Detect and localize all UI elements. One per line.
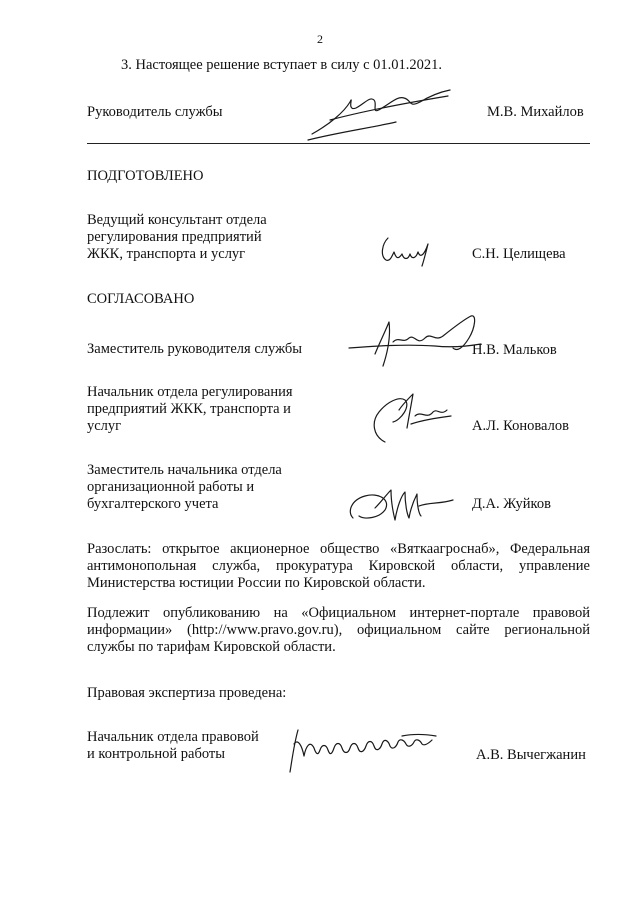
agreed-signer-1-signature xyxy=(345,308,485,370)
agreed-heading: СОГЛАСОВАНО xyxy=(87,291,195,307)
agreed-signer-2-position-line-1: Начальник отдела регулирования xyxy=(87,384,293,400)
prepared-position-line-3: ЖКК, транспорта и услуг xyxy=(87,246,246,262)
prepared-position-line-1: Ведущий консультант отдела xyxy=(87,212,267,228)
prepared-position-line-2: регулирования предприятий xyxy=(87,229,262,245)
agreed-signer-2-position-line-2: предприятий ЖКК, транспорта и xyxy=(87,401,291,417)
head-name: М.В. Михайлов xyxy=(487,104,584,120)
agreed-signer-3-name: Д.А. Жуйков xyxy=(472,496,551,512)
distribution-paragraph: Разослать: открытое акционерное общество «Вяткаагроснаб», Федеральная антимонопольная служба, прокуратура Кировской области, управление Министерства юстиции России по Кировской области. xyxy=(87,541,590,591)
legal-review-position-line-1: Начальник отдела правовой xyxy=(87,729,259,745)
legal-review-position-line-2: и контрольной работы xyxy=(87,746,225,762)
agreed-signer-3-signature xyxy=(345,482,460,526)
page-number: 2 xyxy=(317,32,323,46)
paragraph-effective-date: 3. Настоящее решение вступает в силу с 01.01.2021. xyxy=(121,57,443,73)
agreed-signer-3-position-line-3: бухгалтерского учета xyxy=(87,496,219,512)
prepared-heading: ПОДГОТОВЛЕНО xyxy=(87,168,204,184)
publication-paragraph: Подлежит опубликованию на «Официальном интернет-портале правовой информации» (http://www.pravo.gov.ru), официальном сайте региональной службы по тарифам Кировской области. xyxy=(87,605,590,655)
head-title: Руководитель службы xyxy=(87,104,223,120)
legal-review-statement: Правовая экспертиза проведена: xyxy=(87,685,287,701)
agreed-signer-3-position-line-1: Заместитель начальника отдела xyxy=(87,462,282,478)
prepared-name: С.Н. Целищева xyxy=(472,246,566,262)
legal-review-signature xyxy=(284,722,444,776)
agreed-signer-2-signature xyxy=(365,386,455,446)
head-signature xyxy=(300,82,460,144)
agreed-signer-3-position-line-2: организационной работы и xyxy=(87,479,255,495)
agreed-signer-1-position: Заместитель руководителя службы xyxy=(87,341,303,357)
agreed-signer-2-name: А.Л. Коновалов xyxy=(472,418,569,434)
divider-line xyxy=(87,143,590,144)
legal-review-name: А.В. Вычегжанин xyxy=(476,747,586,763)
agreed-signer-1-name: Н.В. Мальков xyxy=(472,342,557,358)
prepared-signature xyxy=(378,230,438,270)
agreed-signer-2-position-line-3: услуг xyxy=(87,418,122,434)
